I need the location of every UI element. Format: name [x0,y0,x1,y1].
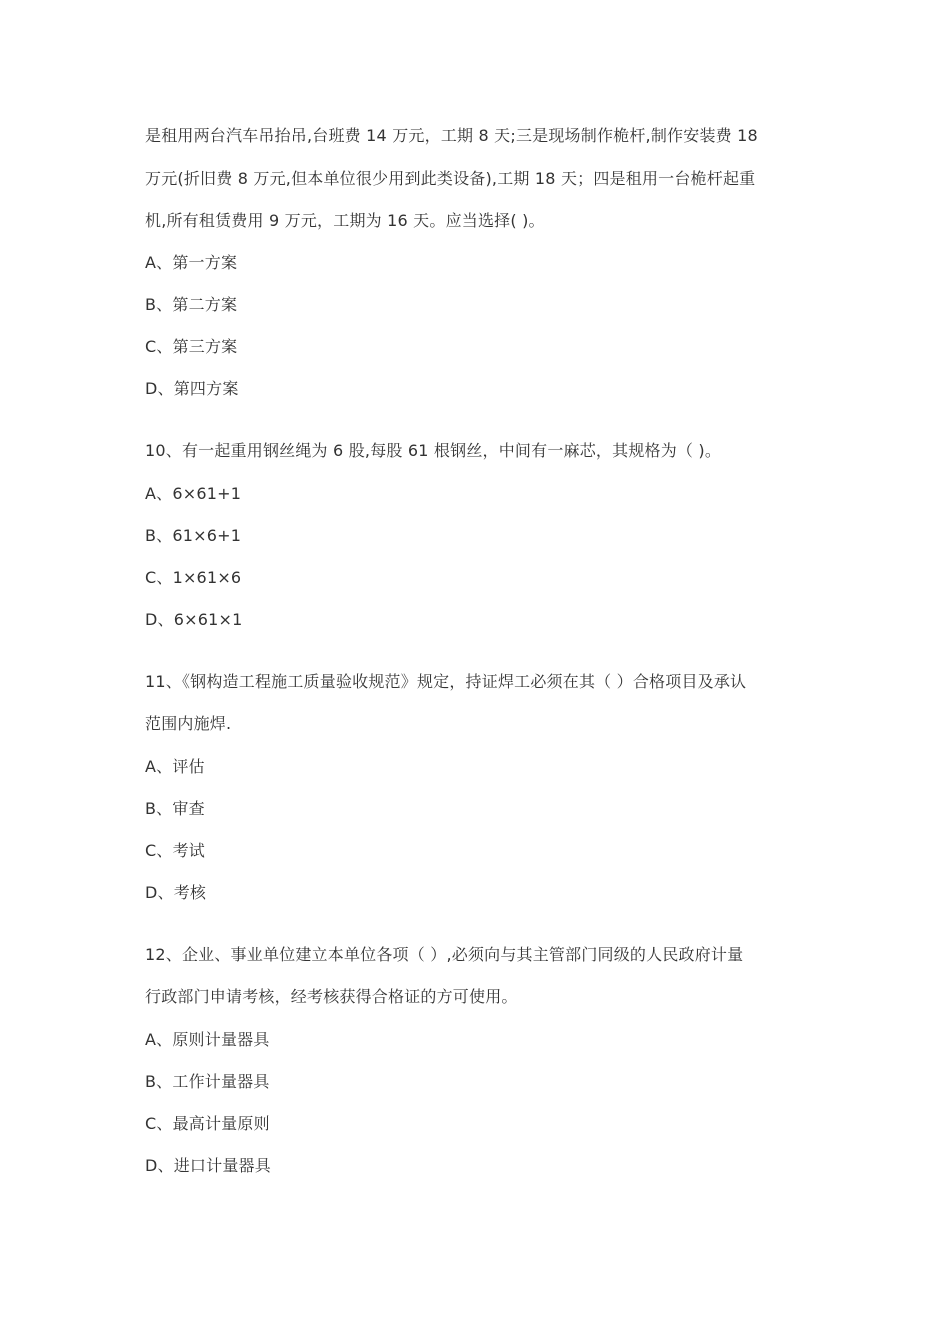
option-d: D、考核 [145,883,207,902]
question-text-line: 10、有一起重用钢丝绳为 6 股,每股 61 根钢丝，中间有一麻芯，其规格为（ )。 [145,441,722,460]
option-a: A、第一方案 [145,253,238,272]
option-d: D、进口计量器具 [145,1156,271,1175]
question-text-line: 万元(折旧费 8 万元,但本单位很少用到此类设备),工期 18 天；四是租用一台桅杆起重 [145,169,756,188]
question-text-line: 机,所有租赁费用 9 万元，工期为 16 天。应当选择( )。 [145,211,545,230]
question-text-line: 11、《钢构造工程施工质量验收规范》规定，持证焊工必须在其（ ）合格项目及承认 [145,672,747,691]
question-text-line: 行政部门申请考核，经考核获得合格证的方可使用。 [145,987,518,1006]
option-a: A、6×61+1 [145,484,242,503]
option-d: D、第四方案 [145,379,239,398]
option-c: C、考试 [145,841,205,860]
question-text-line: 12、企业、事业单位建立本单位各项（ ）,必须向与其主管部门同级的人民政府计量 [145,945,744,964]
option-c: C、最高计量原则 [145,1114,270,1133]
option-b: B、61×6+1 [145,526,242,545]
option-b: B、审查 [145,799,205,818]
option-d: D、6×61×1 [145,610,243,629]
question-text-line: 是租用两台汽车吊抬吊,台班费 14 万元，工期 8 天;三是现场制作桅杆,制作安装费 18 [145,126,758,145]
option-c: C、1×61×6 [145,568,242,587]
question-text-line: 范围内施焊. [145,714,232,733]
option-a: A、原则计量器具 [145,1030,270,1049]
option-c: C、第三方案 [145,337,238,356]
option-b: B、工作计量器具 [145,1072,270,1091]
option-b: B、第二方案 [145,295,238,314]
option-a: A、评估 [145,757,205,776]
